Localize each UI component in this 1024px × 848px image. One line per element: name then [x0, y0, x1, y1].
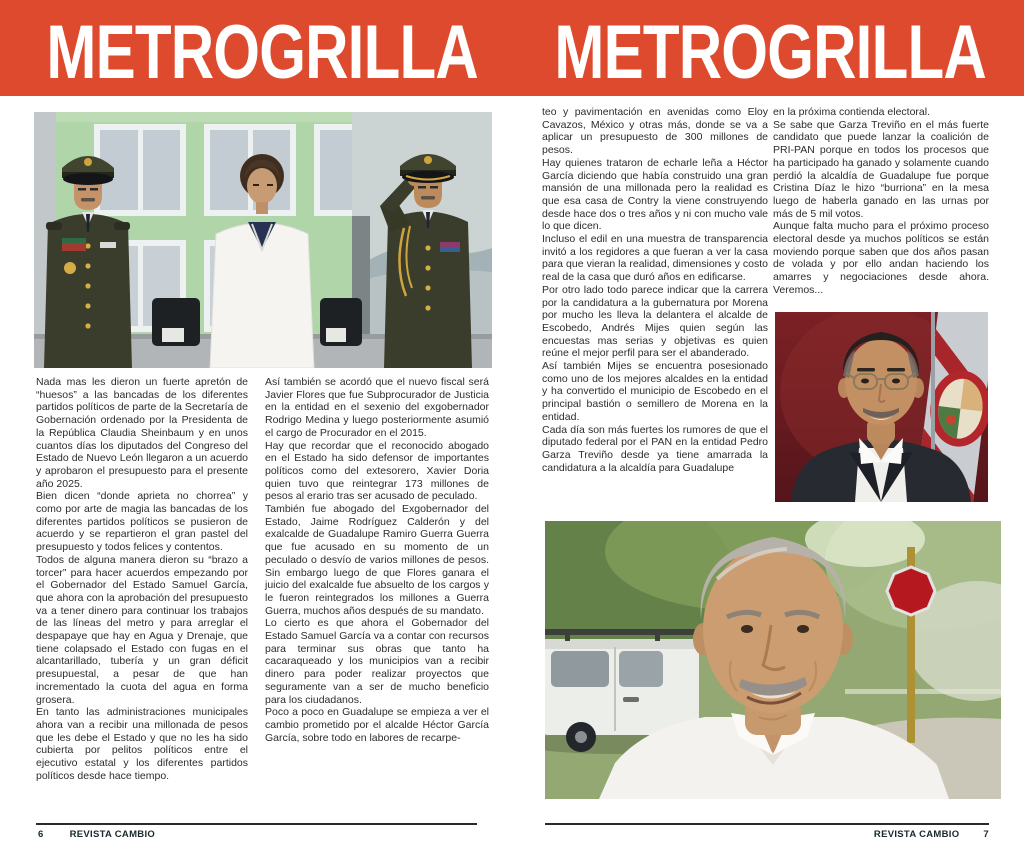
- page-number: 7: [983, 829, 989, 840]
- masthead-title-right: METROGRILLA: [554, 10, 986, 95]
- article-column-left-2: [265, 376, 489, 744]
- paragraph: Nada mas les dieron un fuerte apretón de “huesos” a las bancadas de los diferentes partidos políticos de parte de la Secretaría de Gobernación ordenado por la Presidenta de la República Claudia Sheinbaum y en unos cuantos días los diputados del Congreso del Estado de Nuevo León llegaron a un acuerdo y aprobaron el presupuesto para el presente año 2025.: [36, 376, 248, 490]
- paragraph: Incluso el edil en una muestra de transparencia invitó a los regidores a que fueran a ver la casa para que vieran la realidad, dimensiones y costo real de la casa que duró años en edificarse.: [542, 233, 768, 284]
- article-column-left-1: [36, 376, 248, 783]
- portrait-photo: [775, 312, 988, 502]
- footer-rule-right: [545, 823, 989, 825]
- publication-name: REVISTA CAMBIO: [69, 829, 156, 840]
- paragraph: En tanto las administraciones municipales ahora van a recibir una millonada de pesos que les debe el Estado y que no les ha sido cubierta por pelitos políticos entre el ejecutivo estatal y los diferentes partidos políticos desde hace tiempo.: [36, 706, 248, 782]
- paragraph: en la próxima contienda electoral.: [773, 106, 931, 118]
- paragraph: teo y pavimentación en avenidas como Eloy Cavazos, México y otras más, donde se va a aplicar un presupuesto de 300 millones de pesos.: [542, 106, 768, 157]
- article-column-right-1: [542, 106, 768, 474]
- publication-name: REVISTA CAMBIO: [873, 829, 960, 840]
- masthead-left: [30, 0, 495, 96]
- paragraph: También fue abogado del Exgobernador del Estado, Jaime Rodríguez Calderón y del exalcalde de Guadalupe Ramiro Guerra Guerra que fue acusado en su momento de un peculado o desvío de varios millones de pesos. Sin embargo luego de que Flores ganara el juicio del exalcalde fue absuelto de los cargos y le fueron reintegrados los millones a Guerra Guerra, muchos años después de su mandato.: [265, 503, 489, 617]
- masthead-title-left: METROGRILLA: [46, 10, 479, 95]
- paragraph: Todos de alguna manera dieron su “brazo a torcer” para hacer acuerdos empezando por el Gobernador del Estado Samuel García, que ahora con la aprobación del presupuesto va a tener dinero para continuar los trabajos de las líneas del metro y para arreglar el despapaye que hay en Agua y Drenaje, que tiene colapsado el Estado con fugas en el alcantarillado, tubería y un gran déficit presupuestal, a pesar de que han incrementado la cuota del agua en forma grosera.: [36, 553, 248, 706]
- paragraph: Se sabe que Garza Treviño en el más fuerte candidato que puede lanzar la coalición de PRI-PAN porque en todos los procesos que ha participado ha ganado y solamente cuando perdió la alcaldía de Guadalupe fue porque Cristina Díaz le hizo “burriona” en la mesa luego de haberla ganado en las urnas por más de 5 mil votos.: [773, 118, 989, 220]
- paragraph: Hay que recordar que el reconocido abogado en el Estado ha sido defensor de importantes políticos como del extesorero, Xavier Doria quien tuvo que reintegrar 173 millones de pesos al erario tras ser acusado de peculado.: [265, 439, 489, 503]
- paragraph: Poco a poco en Guadalupe se empieza a ver el cambio prometido por el alcalde Héctor García García, sobre todo en labores de recarpe-: [265, 706, 489, 744]
- paragraph: Lo cierto es que ahora el Gobernador del Estado Samuel García va a contar con recursos para terminar sus obras que tanto ha cacaraqueado y los municipios van a recibir dinero para poder realizar proyectos que seguramente van a ser de mucho beneficio para los ciudadanos.: [265, 617, 489, 706]
- page-footer-left: [38, 829, 155, 840]
- article-column-right-2: [773, 106, 989, 297]
- ceremony-photo: [34, 112, 492, 368]
- paragraph: Bien dicen “donde aprieta no chorrea” y como por arte de magia las bancadas de los diferentes partidos políticos se pusieron de acuerdo y se repartieron el gran pastel del presupuesto y todos felices y contentos.: [36, 490, 248, 554]
- paragraph: Así también Mijes se encuentra posesionado como uno de los mejores alcaldes en la entidad y ha convertido el municipio de Escobedo en el principal bastión o semillero de Morena en la entidad.: [542, 360, 768, 423]
- street-photo: [545, 521, 1001, 799]
- paragraph: Así también se acordó que el nuevo fiscal será Javier Flores que fue Subprocurador de Justicia en la entidad en el sexenio del exgobernador Rodrigo Medina y luego posteriormente asumió el cargo de Procurador en el 2015.: [265, 376, 489, 439]
- footer-rule-left: [36, 823, 477, 825]
- masthead-right: [540, 0, 1000, 96]
- paragraph: Cada día son más fuertes los rumores de que el diputado federal por el PAN en la entidad Pedro Garza Treviño desde ya tiene amarrada la candidatura a la alcaldía para Guadalupe: [542, 423, 768, 474]
- page-footer-right: [874, 829, 989, 840]
- page-number: 6: [38, 829, 44, 840]
- paragraph: Por otro lado todo parece indicar que la carrera por la candidatura a la gubernatura por Morena por mucho les lleva la delantera el alcalde de Escobedo, Andrés Mijes quien según las encuestas mas serias y objetivas es quien reúne el mejor perfil para ser el abanderado.: [542, 283, 768, 360]
- paragraph: Hay quienes trataron de echarle leña a Héctor García diciendo que había construido una gran mansión de una millonada pero la realidad es que esa casa de Contry la viene construyendo desde hace dos o tres años y ni con mucho vale lo que dicen.: [542, 156, 768, 233]
- paragraph: Aunque falta mucho para el próximo proceso electoral desde ya muchos políticos se están moviendo porque saben que dos años pasan de volada y por ello andan haciendo los amarres y negociaciones desde ahora. Veremos...: [773, 220, 989, 296]
